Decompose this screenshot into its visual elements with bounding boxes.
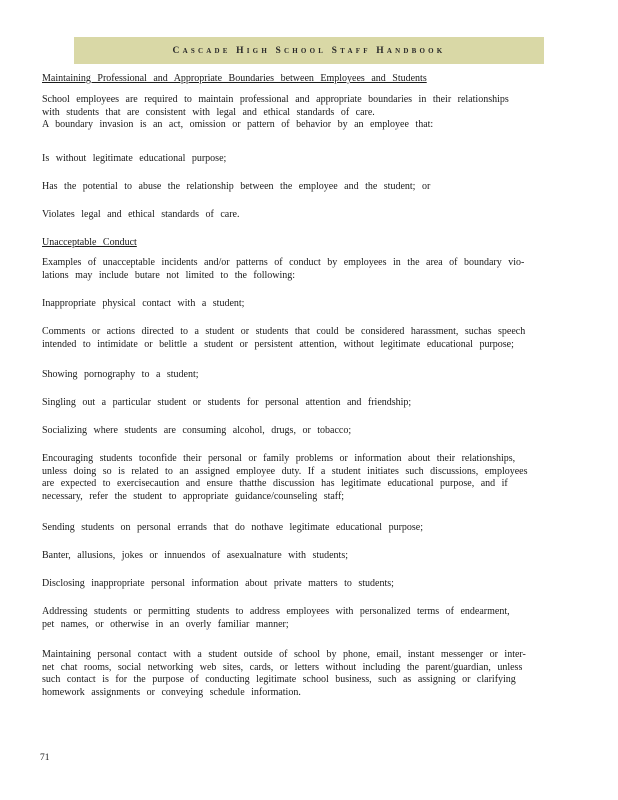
conduct-item: Maintaining personal contact with a student outside of school by phone, email, instant messenger or inter- net chat rooms, social networking web sites, cards, or letters without including the parent/guardian, unless such contact is for the purpose of conducting legitimate school business, such as assigning or clarifying homework assignments or conveying schedule information. (42, 649, 526, 698)
conduct-item: Disclosing inappropriate personal information about private matters to students; (42, 578, 394, 589)
conduct-item: Singling out a particular student or students for personal attention and friendship; (42, 397, 412, 408)
conduct-item: Showing pornography to a student; (42, 369, 199, 380)
text-line: with students that are consistent with legal and ethical standards of care. (42, 106, 375, 118)
conduct-item: Comments or actions directed to a student or students that could be considered harassment, suchas speech intended to intimidate or belittle a student or persistent attention, without legitimate educational purpose; (42, 326, 526, 350)
text-line: A boundary invasion is an act, omission or pattern of behavior by an employee that: (42, 119, 434, 131)
conduct-item: Inappropriate physical contact with a student; (42, 298, 245, 309)
header-banner (74, 37, 544, 64)
boundary-item: Is without legitimate educational purpose; (42, 153, 227, 164)
conduct-item: Sending students on personal errands that do nothave legitimate educational purpose; (42, 522, 424, 533)
conduct-item: Banter, allusions, jokes or innuendos of asexualnature with students; (42, 550, 348, 561)
section-heading-unacceptable: Unacceptable Conduct (42, 237, 137, 248)
conduct-item: Addressing students or permitting students to address employees with personalized terms of endearment, pet names, or otherwise in an overly familiar manner; (42, 606, 510, 630)
boundaries-intro (42, 94, 509, 132)
page-number: 71 (40, 753, 50, 763)
text-line: School employees are required to maintain professional and appropriate boundaries in their relationships (42, 94, 509, 105)
handbook-title: Cascade High School Staff Handbook (172, 45, 446, 56)
section-heading-boundaries: Maintaining Professional and Appropriate Boundaries between Employees and Students (42, 73, 427, 84)
unacceptable-intro: Examples of unacceptable incidents and/or patterns of conduct by employees in the area of boundary vio- lations may include butare not limited to the following: (42, 257, 525, 281)
conduct-item: Encouraging students toconfide their personal or family problems or information about their relationships, unless doing so is related to an assigned employee duty. If a student initiates such discussions, employees are expected to exercisecaution and ensure thatthe discussion has legitimate educational purpose, and if necessary, refer the student to appropriate guidance/counseling staff; (42, 453, 528, 502)
boundary-item: Violates legal and ethical standards of care. (42, 209, 240, 220)
boundary-item: Has the potential to abuse the relationship between the employee and the student; or (42, 181, 431, 192)
conduct-item: Socializing where students are consuming alcohol, drugs, or tobacco; (42, 425, 352, 436)
